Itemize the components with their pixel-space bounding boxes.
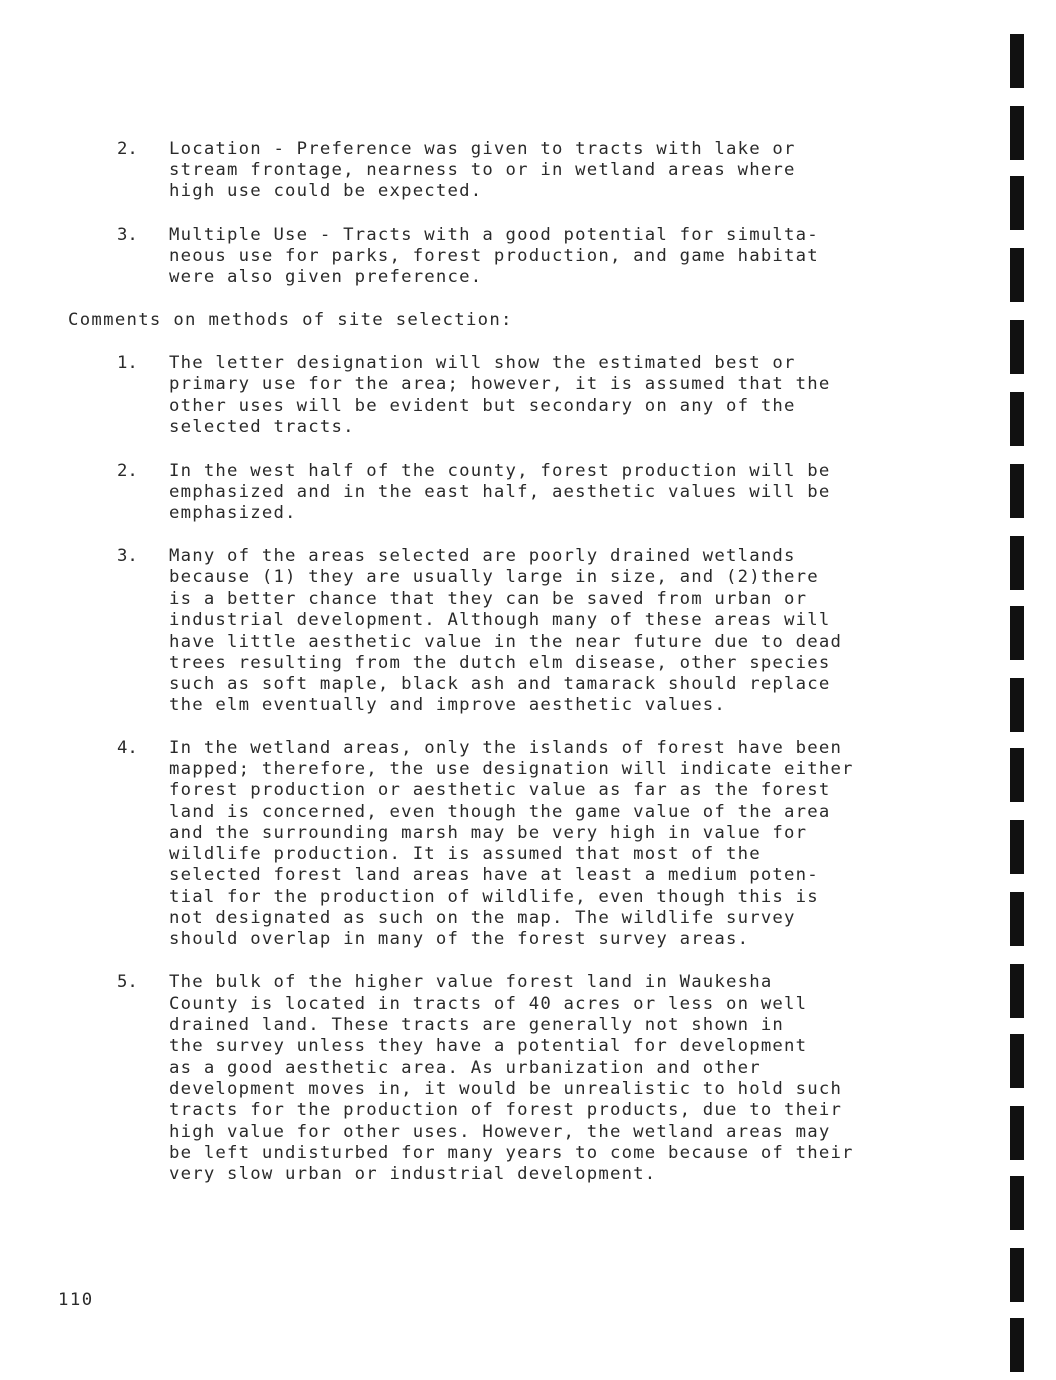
text-line: In the wetland areas, only the islands of forest have been — [169, 738, 843, 758]
item-number: 2. — [117, 461, 138, 481]
text-line: very slow urban or industrial development. — [169, 1164, 657, 1184]
text-line: County is located in tracts of 40 acres or less on well — [169, 994, 808, 1014]
text-line: trees resulting from the dutch elm disease, other species — [169, 653, 831, 673]
text-line: should overlap in many of the forest survey areas. — [169, 929, 750, 949]
item-number: 1. — [117, 353, 138, 373]
text-line: be left undisturbed for many years to come because of their — [169, 1143, 854, 1163]
punch-hole — [1010, 1106, 1024, 1160]
punch-hole — [1010, 606, 1024, 660]
text-line: The letter designation will show the estimated best or — [169, 353, 796, 373]
text-line: selected forest land areas have at least a medium poten- — [169, 865, 819, 885]
text-line: industrial development. Although many of these areas will — [169, 610, 831, 630]
text-line: tracts for the production of forest products, due to their — [169, 1100, 843, 1120]
text-line: as a good aesthetic area. As urbanization and other — [169, 1058, 761, 1078]
punch-hole — [1010, 176, 1024, 230]
text-line: and the surrounding marsh may be very high in value for — [169, 823, 808, 843]
punch-hole — [1010, 1248, 1024, 1302]
punch-hole — [1010, 106, 1024, 160]
text-line: selected tracts. — [169, 417, 355, 437]
text-line: emphasized and in the east half, aesthetic values will be — [169, 482, 831, 502]
text-line: other uses will be evident but secondary on any of the — [169, 396, 796, 416]
item-number: 2. — [117, 139, 138, 159]
punch-hole — [1010, 320, 1024, 374]
punch-hole — [1010, 678, 1024, 732]
text-line: is a better chance that they can be saved from urban or — [169, 589, 808, 609]
text-line: neous use for parks, forest production, and game habitat — [169, 246, 819, 266]
text-line: Many of the areas selected are poorly drained wetlands — [169, 546, 796, 566]
text-line: drained land. These tracts are generally not shown in — [169, 1015, 785, 1035]
item-number: 3. — [117, 546, 138, 566]
text-line: tial for the production of wildlife, even though this is — [169, 887, 819, 907]
punch-hole — [1010, 964, 1024, 1018]
text-line: forest production or aesthetic value as far as the forest — [169, 780, 831, 800]
text-line: mapped; therefore, the use designation will indicate either — [169, 759, 854, 779]
text-line: have little aesthetic value in the near future due to dead — [169, 632, 843, 652]
text-line: wildlife production. It is assumed that most of the — [169, 844, 761, 864]
text-line: high use could be expected. — [169, 181, 483, 201]
text-line: primary use for the area; however, it is assumed that the — [169, 374, 831, 394]
punch-hole — [1010, 892, 1024, 946]
text-line: the elm eventually and improve aesthetic values. — [169, 695, 727, 715]
text-line: because (1) they are usually large in size, and (2)there — [169, 567, 819, 587]
section-heading: Comments on methods of site selection: — [68, 310, 513, 330]
punch-hole — [1010, 248, 1024, 302]
item-number: 4. — [117, 738, 138, 758]
text-line: Multiple Use - Tracts with a good potential for simulta- — [169, 225, 819, 245]
text-line: the survey unless they have a potential for development — [169, 1036, 808, 1056]
item-number: 3. — [117, 225, 138, 245]
binding-holes — [1010, 0, 1040, 1380]
text-line: emphasized. — [169, 503, 297, 523]
text-line: were also given preference. — [169, 267, 483, 287]
text-line: high value for other uses. However, the wetland areas may — [169, 1122, 831, 1142]
punch-hole — [1010, 1318, 1024, 1372]
punch-hole — [1010, 1176, 1024, 1230]
text-line: The bulk of the higher value forest land in Waukesha — [169, 972, 773, 992]
punch-hole — [1010, 1034, 1024, 1088]
text-line: development moves in, it would be unrealistic to hold such — [169, 1079, 843, 1099]
punch-hole — [1010, 392, 1024, 446]
text-line: In the west half of the county, forest production will be — [169, 461, 831, 481]
item-number: 5. — [117, 972, 138, 992]
punch-hole — [1010, 536, 1024, 590]
text-line: land is concerned, even though the game value of the area — [169, 802, 831, 822]
text-line: such as soft maple, black ash and tamarack should replace — [169, 674, 831, 694]
punch-hole — [1010, 820, 1024, 874]
text-line: stream frontage, nearness to or in wetland areas where — [169, 160, 796, 180]
punch-hole — [1010, 464, 1024, 518]
punch-hole — [1010, 748, 1024, 802]
text-line: Location - Preference was given to tracts with lake or — [169, 139, 796, 159]
page-number: 110 — [58, 1290, 94, 1310]
punch-hole — [1010, 34, 1024, 88]
text-line: not designated as such on the map. The wildlife survey — [169, 908, 796, 928]
